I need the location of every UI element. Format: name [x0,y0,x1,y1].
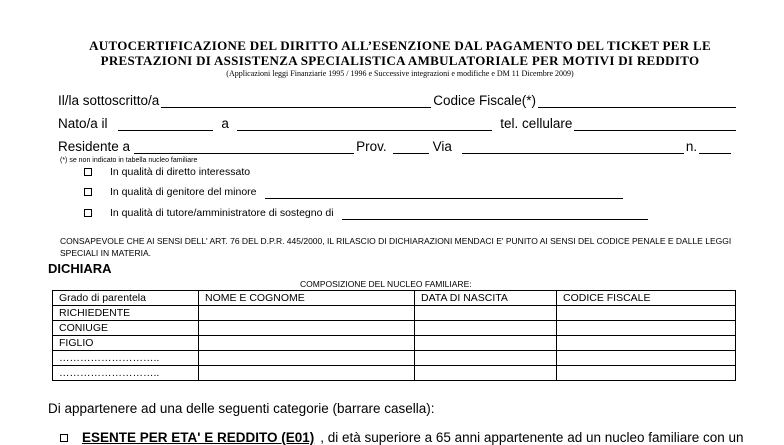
checkbox-diretto-interessato[interactable] [84,168,92,176]
nome-cell[interactable] [199,306,415,321]
via-field[interactable] [462,139,684,154]
esente-text: , di età superiore a 65 anni appartenente ad un nucleo familiare con un [320,430,744,445]
grado-cell: ……………………….. [53,351,199,366]
residente-label: Residente a [58,139,131,154]
header-data: DATA DI NASCITA [415,291,557,306]
data-cell[interactable] [415,366,557,381]
numero-label: n. [685,139,698,154]
codice-cell[interactable] [557,351,736,366]
table-row [53,321,736,336]
composizione-title: COMPOSIZIONE DEL NUCLEO FAMILIARE: [300,279,472,289]
data-cell[interactable] [415,351,557,366]
codice-cell[interactable] [557,336,736,351]
grado-cell: ……………………….. [53,366,199,381]
nome-cell[interactable] [199,321,415,336]
via-label: Via [432,139,452,154]
codice-fiscale-note: (*) se non indicato in tabella nucleo familiare [60,157,198,164]
header-codice: CODICE FISCALE [557,291,736,306]
table-row [53,336,736,351]
cellulare-label: tel. cellulare [500,116,573,131]
checkbox-esente-e01[interactable] [60,434,68,442]
header-grado: Grado di parentela [53,291,199,306]
codice-cell[interactable] [557,366,736,381]
data-nascita-field[interactable] [118,116,214,131]
option-esente-e01[interactable] [60,430,744,445]
option-label: In qualità di tutore/amministratore di sostegno di [110,207,334,219]
luogo-nascita-field[interactable] [237,116,492,131]
document-subtitle: (Applicazioni leggi Finanziarie 1995 / 1996 e Successive integrazioni e modifiche e DM 11 Dicembre 2009) [226,69,574,78]
option-label: In qualità di genitore del minore [110,186,257,198]
option-tutore[interactable] [84,205,648,221]
row-sottoscritto [58,90,738,108]
codice-fiscale-label: Codice Fiscale(*) [433,93,537,108]
row-residenza [58,136,738,154]
consapevole-statement: CONSAPEVOLE CHE AI SENSI DELL' ART. 76 DEL D.P.R. 445/2000, IL RILASCIO DI DICHIARAZIONI MENDACI E' PUNITO AI SENSI DEL CODICE PENALE E DALLE LEGGI SPECIALI IN MATERIA. [60,236,732,258]
grado-cell: FIGLIO [53,336,199,351]
option-genitore[interactable] [84,184,623,200]
codice-cell[interactable] [557,306,736,321]
option-label: In qualità di diretto interessato [110,166,251,178]
header-nome: NOME E COGNOME [199,291,415,306]
data-cell[interactable] [415,321,557,336]
luogo-label: a [221,116,229,131]
codice-fiscale-field[interactable] [538,93,736,108]
checkbox-genitore[interactable] [84,188,92,196]
esente-label: ESENTE PER ETA' E REDDITO (E01) [82,430,315,445]
table-row [53,351,736,366]
grado-cell: RICHIEDENTE [53,306,199,321]
cellulare-field[interactable] [574,116,736,131]
checkbox-tutore[interactable] [84,209,92,217]
table-header-row [53,291,736,306]
sottoscritto-field[interactable] [161,93,431,108]
document-title-line2: PRESTAZIONI DI ASSISTENZA SPECIALISTICA AMBULATORIALE PER MOTIVI DI REDDITO [100,53,700,68]
document-title-line1: AUTOCERTIFICAZIONE DEL DIRITTO ALL’ESENZIONE DAL PAGAMENTO DEL TICKET PER LE [89,38,711,53]
prov-label: Prov. [356,139,387,154]
data-cell[interactable] [415,306,557,321]
sottoscritto-label: Il/la sottoscritto/a [58,93,160,108]
nome-cell[interactable] [199,366,415,381]
data-cell[interactable] [415,336,557,351]
table-row [53,306,736,321]
numero-civico-field[interactable] [699,139,731,154]
nome-cell[interactable] [199,336,415,351]
grado-cell: CONIUGE [53,321,199,336]
residenza-field[interactable] [134,139,354,154]
codice-cell[interactable] [557,321,736,336]
provincia-field[interactable] [393,139,429,154]
row-nascita [58,113,738,131]
nato-label: Nato/a il [58,116,108,131]
genitore-field[interactable] [265,186,623,199]
tutore-field[interactable] [342,207,648,220]
table-row [53,366,736,381]
nome-cell[interactable] [199,351,415,366]
categorie-intro: Di appartenere ad una delle seguenti categorie (barrare casella): [48,401,435,416]
nucleo-familiare-table [52,290,736,381]
option-diretto-interessato[interactable] [84,164,250,180]
dichiara-heading: DICHIARA [48,261,112,276]
